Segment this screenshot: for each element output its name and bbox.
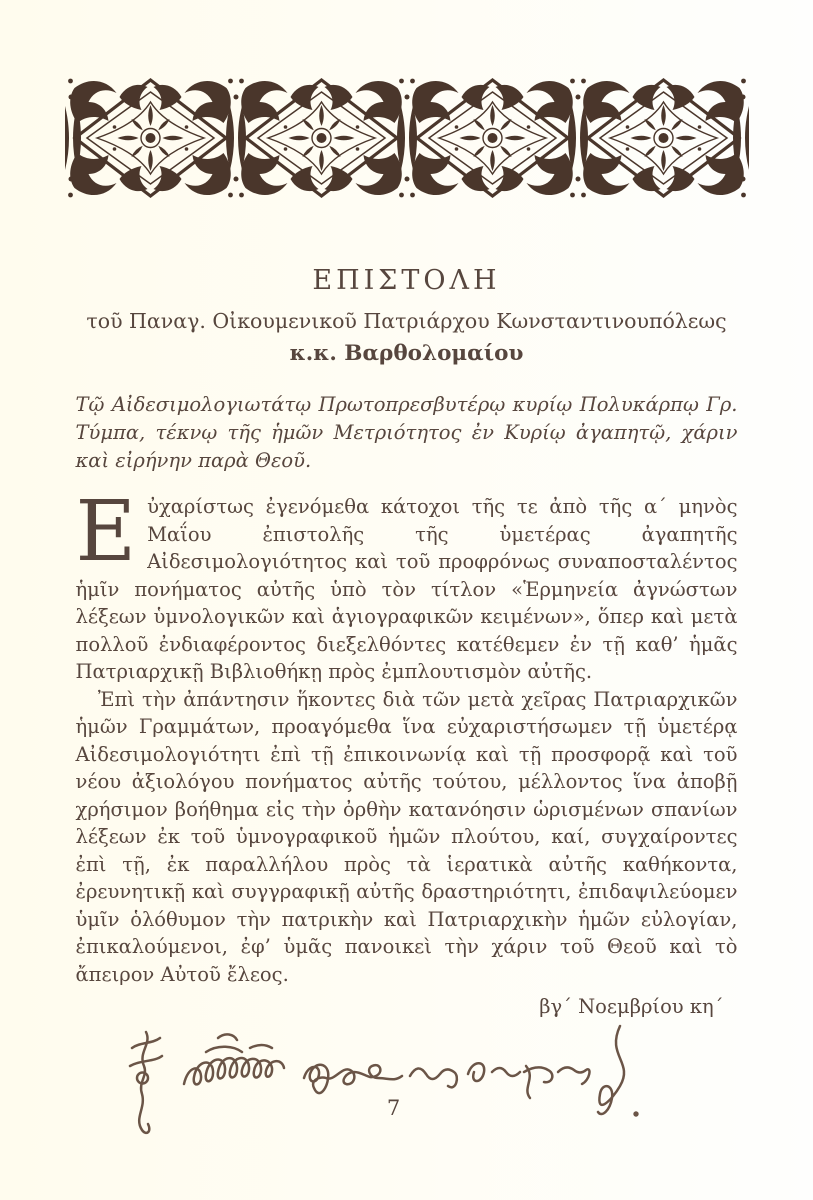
- body-paragraph-2: Ἐπὶ τὴν ἀπάντησιν ἥκοντες διὰ τῶν μετὰ χεῖρας Πατριαρχικῶν ἡμῶν Γραμμάτων, προαγόμεθα ἵνα εὐχαριστήσωμεν τῇ ὑμετέρᾳ Αἰδεσιμολογιότητι ἐπὶ τῇ ἐπικοινωνίᾳ καὶ τῇ προσφορᾷ καὶ τοῦ νέου ἀξιολόγου πονήματος αὐτῆς τούτου, μέλλοντος ἵνα ἀποβῇ χρήσιμον βοήθημα εἰς τὴν ὀρθὴν κατανόησιν ὡρισμένων σπανίων λέξεων ἐκ τοῦ ὑμνογραφικοῦ ἡμῶν πλούτου, καί, συγχαίροντες ἐπὶ τῇ, ἐκ παραλλήλου πρὸς τὰ ἱερατικὰ αὐτῆς καθήκοντα, ἐρευνητικῇ καὶ συγγραφικῇ αὐτῆς δραστηριότητι, ἐπιδαψιλεύομεν ὑμῖν ὁλόθυμον τὴν πατρικὴν καὶ Πατριαρχικὴν ἡμῶν εὐλογίαν, ἐπικαλούμενοι, ἐφ’ ὑμᾶς πανοικεὶ τὴν χάριν τοῦ Θεοῦ καὶ τὸ ἄπειρον Αὐτοῦ ἔλεος.: [75, 687, 738, 986]
- patriarch-signature: [122, 1022, 642, 1140]
- letter-content: [76, 391, 738, 1140]
- ornament-band-icon: [65, 75, 749, 201]
- drop-cap: Ε: [75, 483, 137, 580]
- letter-title: ΕΠΙΣΤΟΛΗ: [312, 265, 501, 296]
- diamond-motifs: [65, 79, 749, 198]
- body-paragraph-1: [75, 483, 738, 686]
- patriarch-name: κ.κ. Βαρθολομαίου: [289, 341, 524, 366]
- body-paragraph-1-text: ὐχαρίστως ἐγενόμεθα κάτοχοι τῆς τε ἀπὸ τῆς α´ μηνὸς Μαΐου ἐπιστολῆς τῆς ὑμετέρας ἀγαπητῆς Αἰδεσιμολογιότητος καὶ τοῦ προφρόνως συναποσταλέντος ἡμῖν πονήματος αὐτῆς ὑπὸ τὸν τίτλον «Ἑρμηνεία ἀγνώστων λέξεων ὑμνολογικῶν καὶ ἁγιογραφικῶν κειμένων», ὅπερ καὶ μετὰ πολλοῦ ἐνδιαφέροντος διεξελθόντες κατέθεμεν ἐν τῇ καθ’ ἡμᾶς Πατριαρχικῇ Βιβλιοθήκῃ πρὸς ἐμπλουτισμὸν αὐτῆς.: [75, 495, 738, 683]
- date-line: βγ´ Νοεμβρίου κη´: [539, 995, 724, 1018]
- salutation-paragraph: Τῷ Αἰδεσιμολογιωτάτῳ Πρωτοπρεσβυτέρῳ κυρίῳ Πολυκάρπῳ Γρ. Τύμπα, τέκνῳ τῆς ἡμῶν Μετριότητος ἐν Κυρίῳ ἀγαπητῷ, χάριν καὶ εἰρήνην παρὰ Θεοῦ.: [75, 393, 738, 472]
- page-number: 7: [386, 1096, 401, 1120]
- patriarch-title-line: τοῦ Παναγ. Οἰκουμενικοῦ Πατριάρχου Κωνσταντινουπόλεως: [86, 309, 727, 333]
- letter-body: [75, 483, 738, 988]
